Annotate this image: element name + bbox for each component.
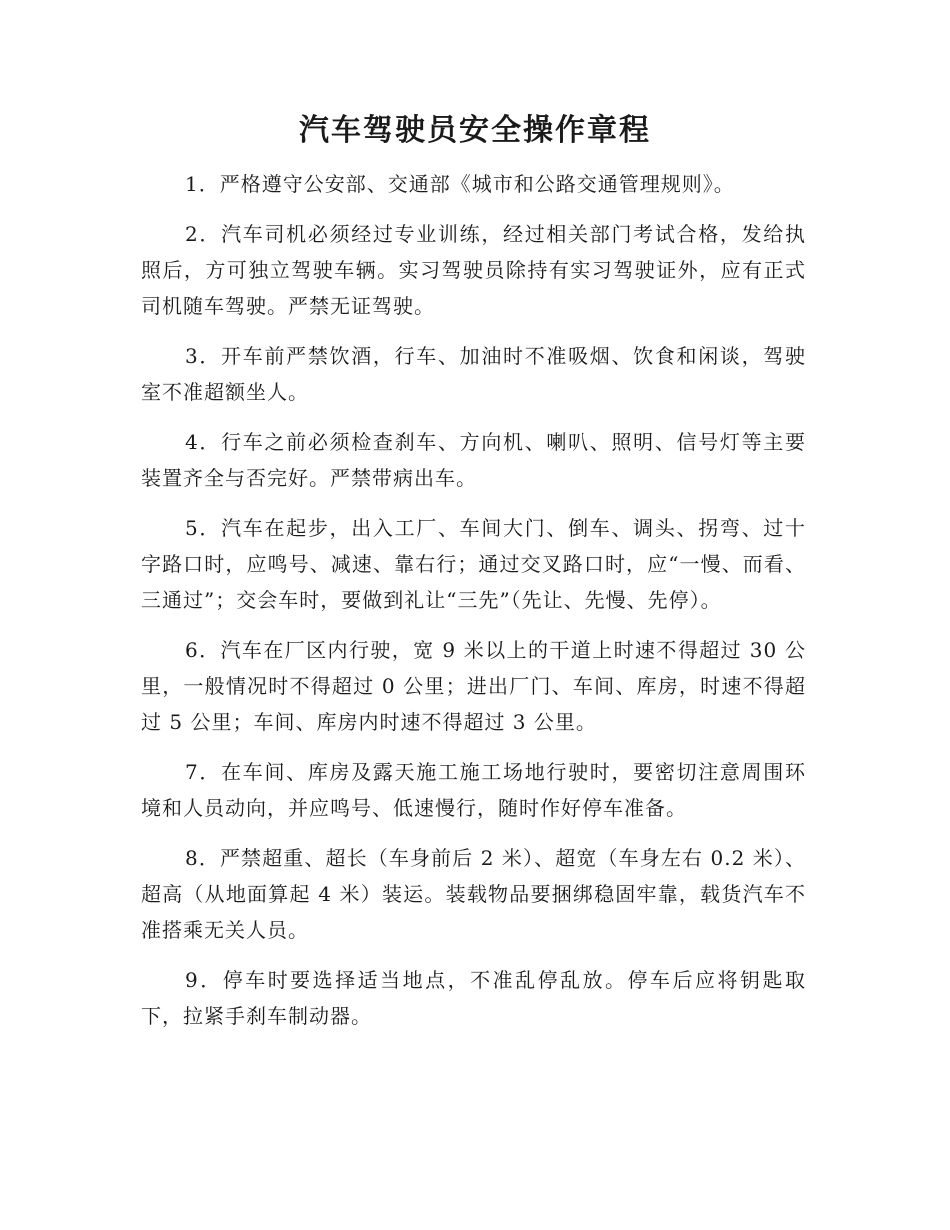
paragraph-1: 1．严格遵守公安部、交通部《城市和公路交通管理规则》。: [185, 172, 735, 196]
paragraph-5: 5．汽车在起步，出入工厂、车间大门、倒车、调头、拐弯、过十字路口时，应鸣号、减速、靠右行；通过交叉路口时，应“一慢、而看、三通过”；交会车时，要做到礼让“三先”（先让、先慢、先停）。: [141, 516, 806, 612]
paragraph-8: 8．严禁超重、超长（车身前后 2 米）、超宽（车身左右 0.2 米）、超高（从地面算起 4 米）装运。装载物品要捆绑稳固牢靠，载货汽车不准搭乘无关人员。: [141, 846, 806, 942]
document-body: [141, 166, 806, 1048]
paragraph-9: 9．停车时要选择适当地点，不准乱停乱放。停车后应将钥匙取下，拉紧手刹车制动器。: [141, 968, 806, 1028]
paragraph-2: 2．汽车司机必须经过专业训练，经过相关部门考试合格，发给执照后，方可独立驾驶车辆。实习驾驶员除持有实习驾驶证外，应有正式司机随车驾驶。严禁无证驾驶。: [141, 222, 806, 318]
paragraph-6: 6．汽车在厂区内行驶，宽 9 米以上的干道上时速不得超过 30 公里，一般情况时不得超过 0 公里；进出厂门、车间、库房，时速不得超过 5 公里；车间、库房内时速不得超过 3 公里。: [141, 638, 806, 734]
paragraph-4: 4．行车之前必须检查刹车、方向机、喇叭、照明、信号灯等主要装置齐全与否完好。严禁带病出车。: [141, 430, 806, 490]
paragraph-3: 3．开车前严禁饮酒，行车、加油时不准吸烟、饮食和闲谈，驾驶室不准超额坐人。: [141, 344, 806, 404]
paragraph-7: 7．在车间、库房及露天施工施工场地行驶时，要密切注意周围环境和人员动向，并应鸣号、低速慢行，随时作好停车准备。: [141, 760, 806, 820]
document-title: 汽车驾驶员安全操作章程: [299, 113, 651, 148]
